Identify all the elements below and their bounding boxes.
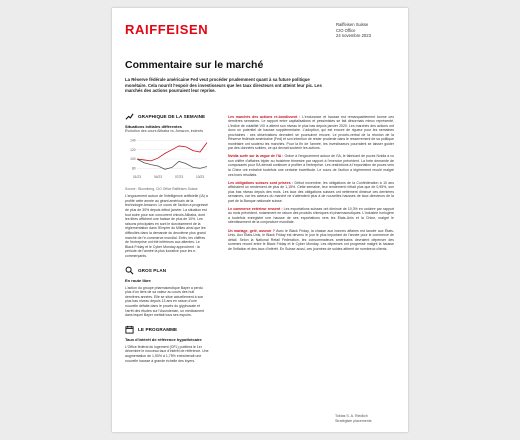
chart-subhead: Situations initiales différentes	[125, 124, 182, 129]
section-title: GRAPHIQUE DE LA SEMAINE	[138, 114, 206, 119]
x-tick-label: 01/23	[133, 175, 141, 180]
chart-svg	[125, 135, 209, 181]
paragraph-lead: Les obligations suisses sont prisées :	[228, 180, 294, 185]
paragraph-text: Les exportations suisses ont diminué de 10,3% en octobre par rapport au mois précédent, notamment en raison des produits chimiques et pharmaceutiques. L'industrie horlogère a toutefois enregistré une hausse de ses exportations vers les États-Unis et la Chine, malgré le ralentissement de la conjoncture mondiale.	[228, 206, 395, 225]
chart-icon	[125, 112, 134, 121]
paragraph-lead: Nvidia surfe sur la vague de l'IA :	[228, 154, 284, 159]
intro-text: La Réserve fédérale américaine Fed veut procéder prudemment quant à sa future politique monétaire. Cela nourrit l'espoir des investisseurs que les taux directeurs ont atteint leur pic. Les marchés des actions pourraient leur reprise.	[125, 77, 322, 93]
section-title: LE PROGRAMME	[138, 326, 178, 332]
section-title: GROS PLAN	[138, 267, 167, 273]
chart-caption: Évolution des cours Alibaba vs. Amazon, indexés	[125, 129, 204, 133]
x-tick-label: 10/23	[196, 175, 204, 180]
chart-section	[125, 111, 209, 259]
paragraph	[228, 154, 394, 177]
paragraph-lead: Un mariage, gelé, asseoir ?	[228, 228, 275, 233]
paragraph-text: L'endurance et hausse est remarquablement bonne ces dernières semaines. Le rapport entre capitalisations et pessimistes se fait désormais mieux représenté. L'indice de volatilité VIX a atteint son niveau le plus bas depuis janvier 2020. Les marchés des actions ont donc un potentiel de hausse supplémentaire. L'adoption, qui est encore de rigueur pour les semaines prochaines : ces observations devraient se poursuivre encore. Le procès-verbal de la réunion de la Réserve fédérale américaine (Fed) et son intention de rester prudente dans le resserrement de sa politique monétaire ont soutenu les marchés. Pour la fin de l'année, les investisseurs pourraient se laisser guider par des données solides, ce qui devrait soutenir les actions.	[228, 114, 394, 151]
document-meta	[336, 22, 400, 39]
paragraph	[228, 207, 394, 225]
x-tick-label: 04/23	[154, 175, 162, 180]
meta-date: 24 novembre 2023	[336, 33, 371, 39]
page-title: Commentaire sur le marché	[125, 59, 264, 71]
left-column	[125, 111, 209, 369]
focus-body: L'action du groupe pharmaceutique Bayer a perdu plus d'un tiers de sa valeur au cours des huit dernières années. Elle se situe actuellement à son plus bas niveau depuis 13 ans en raison d'une nouvelle défaite dans le procès du glyphosate et l'arrêt des études sur l'Asundexian, un médicament dans lequel Bayer mettait tous ses espoirs.	[125, 285, 205, 318]
chart-source: Source : Bloomberg, CIO Office Raiffeisen Suisse	[125, 187, 198, 192]
magnifier-icon	[125, 266, 134, 275]
chart-body: L'engouement autour de l'intelligence artificielle (IA) a profité cette année au géant américain de la technologie Amazon. Le cours de l'action a progressé de plus de 30% depuis début janvier. La situation est tout autre pour son concurrent chinois Alibaba, dont les titres affichent une baisse de plus de 10%. Les raisons principales en sont le durcissement de la réglementation dans l'Empire du Milieu ainsi que les difficultés dans la demande du deuxième plus grand marché de l'e-commerce mondial. Enfin, les chiffres de l'entreprise ont été inférieurs aux attentes. Le Black Friday et le Cyber Monday approchent : la période de l'année la plus lucrative pour les e-commerçants.	[125, 194, 208, 259]
program-subhead: Taux d'intérêt de référence hypothécaire	[125, 336, 202, 342]
y-tick-label: 100	[130, 157, 136, 162]
signature-role: Stratégiste placements	[335, 418, 372, 423]
program-section	[125, 324, 209, 363]
focus-subhead: En route libre	[125, 277, 151, 283]
signature	[335, 414, 372, 423]
paragraph-text: Grâce à l'engouement autour de l'IA, le fabricant de puces Nvidia a vu son chiffre d'affaires tripler au troisième trimestre par rapport à l'exercice précédent. La forte demande de composants pour l'IA devrait continuer à profiter à l'entreprise. Les restrictions à l'exportation de puces vers la Chine ont entraîné toutefois une certaine incertitude. Le cours de l'action a légèrement reculé malgré ces bons résultats.	[228, 154, 394, 177]
y-tick-label: 140	[130, 138, 136, 143]
x-tick-label: 07/23	[175, 175, 183, 180]
program-body: L'Office fédéral du logement (OFL) publiera le 1er décembre le nouveau taux d'intérêt de référence. Une augmentation de 1,50% à 1,75% entraînerait une nouvelle hausse à grande échelle des loyers.	[125, 344, 209, 363]
series-line-amazon	[137, 143, 207, 161]
meta-dept: CIO Office	[336, 27, 356, 33]
paragraph-text: Début novembre, les obligations de la Confédération à 10 ans affichaient un rendement de plus de 1,15%. Cette semaine, leur rendement n'était plus que de 0,95%, son plus bas niveau depuis des mois. Les taux des obligations suisses ont nettement diminué ces dernières semaines, car les acteurs du marché ne s'attendent plus à de nouvelles hausses de taux directeurs de la part de la Banque nationale suisse.	[228, 180, 394, 203]
y-tick-label: 120	[130, 148, 136, 153]
focus-section	[125, 265, 209, 318]
paragraph	[228, 181, 394, 204]
paragraph	[228, 115, 394, 151]
raiffeisen-logo: RAIFFEISEN	[125, 22, 209, 37]
document-page	[112, 8, 408, 432]
calendar-icon	[125, 325, 134, 334]
signature-name: Tobias S. A. Riedlich	[335, 414, 368, 418]
paragraph-lead: Le commerce extérieur ressent :	[228, 206, 283, 211]
y-tick-label: 80	[131, 166, 136, 171]
line-chart	[125, 135, 209, 186]
right-column	[228, 111, 394, 254]
paragraph-text: Avec le Black Friday, la chasse aux bonnes affaires est lancée aux États-Unis. Aux États-Unis, le Black Friday est devenu le jour le plus important de l'année pour le commerce de détail. Selon la National Retail Federation, les consommateurs américains devraient dépenser des sommes record entre le Black Friday et le Cyber Monday. Les dépenses ont progressé malgré la hausse de l'inflation et des taux d'intérêt. En Suisse aussi, ces journées de soldes attirent de nombreux clients.	[228, 228, 394, 251]
paragraph-lead: Les marchés des actions ré-bondissent :	[228, 114, 301, 119]
paragraph	[228, 229, 394, 252]
meta-org: Raiffeisen Suisse	[336, 22, 369, 27]
